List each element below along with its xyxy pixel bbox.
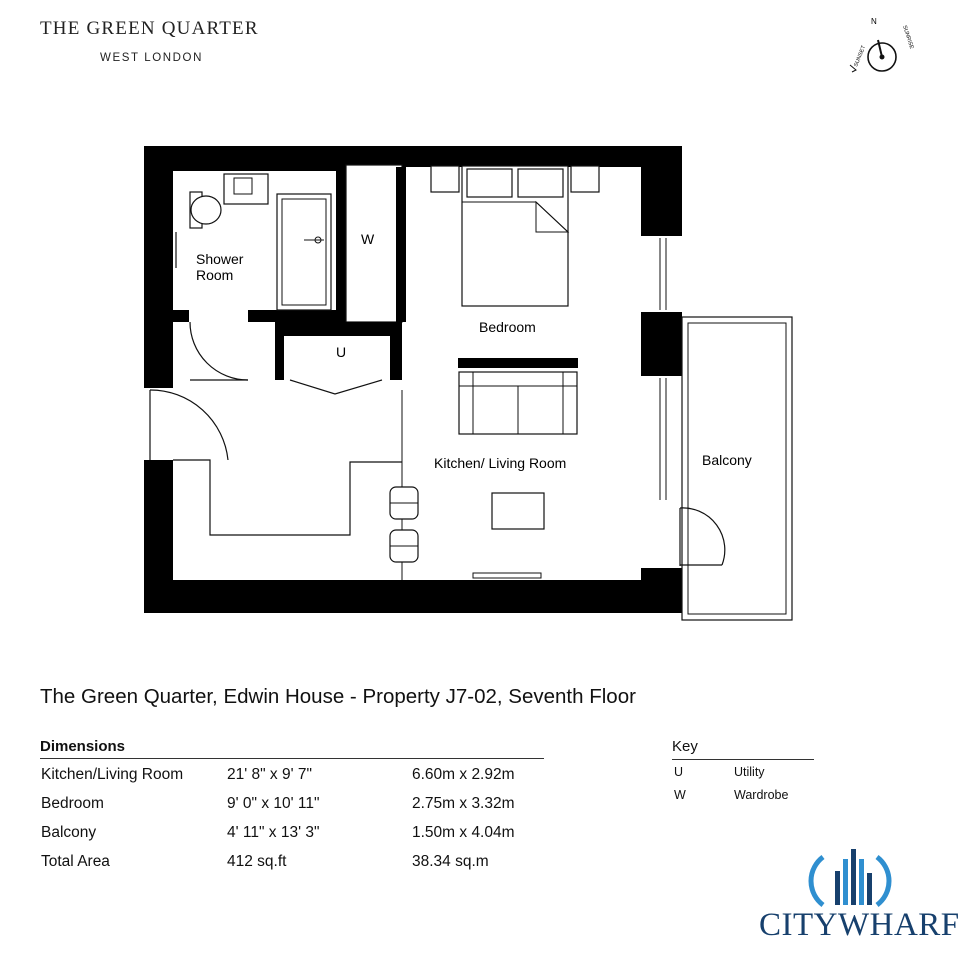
- list-item: [672, 783, 814, 806]
- balcony: [682, 317, 792, 620]
- compass-sunrise-label: SUNRISE: [901, 24, 915, 50]
- shower-tray: [277, 194, 331, 310]
- table-row: [40, 788, 544, 817]
- shower-room-label: Shower: [196, 251, 244, 267]
- dimension-imperial: 9' 0" x 10' 11": [227, 795, 320, 812]
- dimensions-heading: Dimensions: [40, 738, 544, 759]
- radiator: [473, 573, 541, 578]
- dimensions-table: [40, 738, 544, 875]
- table-row: [40, 846, 544, 875]
- wardrobe-label: W: [361, 231, 375, 247]
- skyline-logo-icon: [755, 845, 950, 907]
- dimension-room: Total Area: [41, 853, 110, 870]
- utility-doors: [290, 380, 382, 394]
- dimension-metric: 2.75m x 3.32m: [412, 795, 515, 812]
- bedside-table-right: [571, 166, 599, 192]
- utility-label: U: [336, 344, 347, 360]
- property-title: The Green Quarter, Edwin House - Property J7-02, Seventh Floor: [40, 685, 636, 708]
- dimension-metric: 1.50m x 4.04m: [412, 824, 515, 841]
- kitchen-counter: [173, 460, 402, 535]
- kitchen-living-label: Kitchen/ Living Room: [434, 455, 567, 471]
- brand-subtitle: WEST LONDON: [100, 52, 204, 64]
- list-item: [672, 760, 814, 783]
- shower-room-right-wall: [336, 165, 346, 322]
- dimension-room: Kitchen/Living Room: [41, 766, 184, 783]
- brand-title: THE GREEN QUARTER: [40, 18, 259, 39]
- pillow-left: [467, 169, 512, 197]
- table-row: [40, 759, 544, 788]
- logo-wordmark: CITYWHARF: [759, 907, 960, 943]
- pillow-right: [518, 169, 563, 197]
- key-meaning: Utility: [734, 765, 765, 779]
- key-legend: [672, 738, 814, 806]
- key-code: W: [674, 788, 686, 802]
- shower-room-label-line2: Room: [196, 267, 234, 283]
- key-heading: Key: [672, 738, 814, 760]
- table-row: [40, 817, 544, 846]
- citywharf-logo: [755, 845, 960, 945]
- compass-north-label: N: [871, 17, 877, 26]
- entrance-gap: [144, 388, 173, 460]
- dimension-imperial: 4' 11" x 13' 3": [227, 824, 320, 841]
- shower-door-swing: [190, 322, 248, 380]
- dimension-room: Bedroom: [41, 795, 104, 812]
- key-code: U: [674, 765, 684, 779]
- wc-bowl: [191, 196, 221, 224]
- balcony-label: Balcony: [702, 452, 752, 468]
- key-meaning: Wardrobe: [734, 788, 789, 802]
- coffee-table: [492, 493, 544, 529]
- bedroom-window: [641, 236, 682, 312]
- bedside-table-left: [431, 166, 459, 192]
- dimension-metric: 38.34 sq.m: [412, 853, 489, 870]
- dimension-room: Balcony: [41, 824, 97, 841]
- tv-unit: [458, 358, 578, 368]
- dimension-metric: 6.60m x 2.92m: [412, 766, 515, 783]
- bedroom-label: Bedroom: [479, 319, 536, 335]
- compass-sunset-label: SUNSET: [853, 44, 868, 68]
- dimension-imperial: 21' 8" x 9' 7": [227, 766, 313, 783]
- dimension-imperial: 412 sq.ft: [227, 853, 287, 870]
- living-window: [641, 376, 682, 568]
- shower-room-lower-wall: [248, 310, 344, 322]
